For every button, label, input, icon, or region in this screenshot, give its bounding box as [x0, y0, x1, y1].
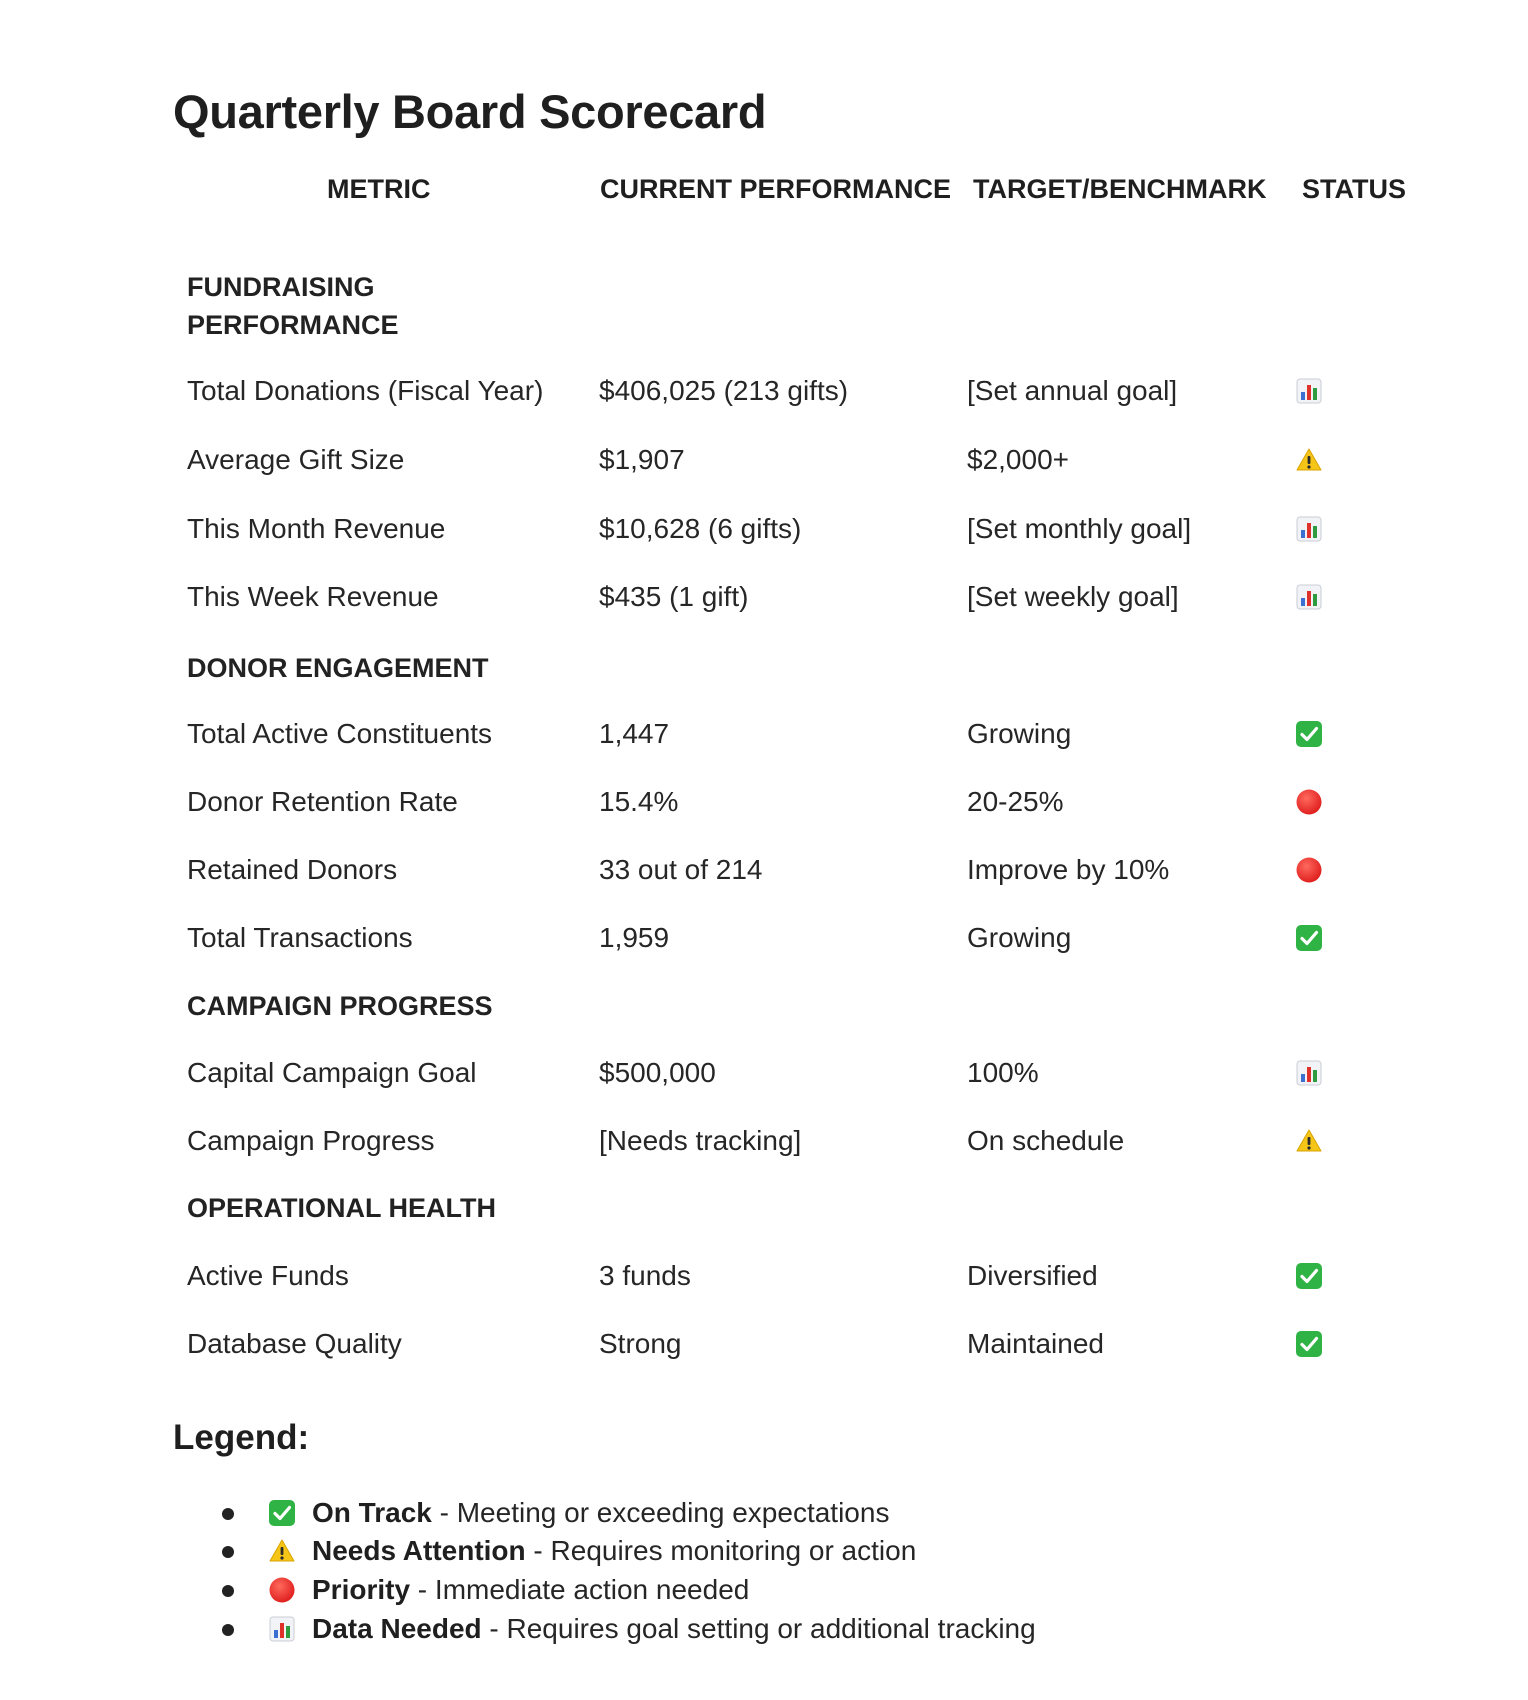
current-performance-cell: [Needs tracking]	[599, 1125, 802, 1156]
table-row	[0, 371, 1528, 411]
bullet-icon	[222, 1508, 234, 1520]
current-performance-cell: 3 funds	[599, 1260, 691, 1291]
current-performance-cell: Strong	[599, 1328, 682, 1359]
check-icon	[1295, 924, 1323, 952]
table-row	[0, 1053, 1528, 1093]
legend-item	[0, 1610, 1528, 1648]
target-cell: Improve by 10%	[967, 854, 1170, 885]
column-header-target-benchmark: TARGET/BENCHMARK	[973, 174, 1267, 204]
red-circle-icon	[1295, 856, 1323, 884]
check-icon	[1295, 1330, 1323, 1358]
target-cell: [Set weekly goal]	[967, 581, 1179, 612]
metric-cell: Total Donations (Fiscal Year)	[187, 375, 544, 406]
check-icon	[1295, 1262, 1323, 1290]
current-performance-cell: $1,907	[599, 444, 685, 475]
bullet-icon	[222, 1585, 234, 1597]
table-row	[0, 577, 1528, 617]
current-performance-cell: 1,447	[599, 718, 670, 749]
legend-label: Needs Attention	[312, 1535, 526, 1566]
target-cell: 20-25%	[967, 786, 1064, 817]
target-cell: Diversified	[967, 1260, 1098, 1291]
metric-cell: Database Quality	[187, 1328, 402, 1359]
legend-title: Legend:	[173, 1418, 310, 1457]
metric-cell: Total Transactions	[187, 922, 413, 953]
current-performance-cell: $500,000	[599, 1057, 716, 1088]
legend-label: On Track	[312, 1497, 432, 1528]
current-performance-cell: 1,959	[599, 922, 670, 953]
section-heading-fundraising	[187, 268, 399, 344]
table-row	[0, 782, 1528, 822]
legend-description: - Requires goal setting or additional tracking	[481, 1613, 1036, 1644]
target-cell: Growing	[967, 922, 1072, 953]
legend-description: - Meeting or exceeding expectations	[431, 1497, 890, 1528]
metric-cell: Total Active Constituents	[187, 718, 493, 749]
table-row	[0, 850, 1528, 890]
bullet-icon	[222, 1546, 234, 1558]
legend-item	[0, 1494, 1528, 1532]
table-row	[0, 714, 1528, 754]
metric-cell: This Month Revenue	[187, 513, 446, 544]
legend-text	[312, 1610, 1036, 1648]
target-cell: [Set monthly goal]	[967, 513, 1192, 544]
page-title: Quarterly Board Scorecard	[173, 85, 767, 138]
red-circle-icon	[1295, 788, 1323, 816]
legend-text	[312, 1532, 916, 1570]
table-row	[0, 1121, 1528, 1161]
table-row	[0, 918, 1528, 958]
table-row	[0, 1324, 1528, 1364]
current-performance-cell: 15.4%	[599, 786, 679, 817]
section-heading-line: PERFORMANCE	[187, 310, 399, 340]
column-header-metric: METRIC	[327, 174, 431, 204]
table-row	[0, 440, 1528, 480]
warning-icon	[1295, 446, 1323, 474]
chart-icon	[1295, 583, 1323, 611]
section-heading-line: FUNDRAISING	[187, 272, 375, 302]
metric-cell: Average Gift Size	[187, 444, 405, 475]
current-performance-cell: $435 (1 gift)	[599, 581, 749, 612]
section-heading-operational: OPERATIONAL HEALTH	[187, 1193, 496, 1223]
legend-description: - Requires monitoring or action	[525, 1535, 917, 1566]
metric-cell: This Week Revenue	[187, 581, 439, 612]
metric-cell: Capital Campaign Goal	[187, 1057, 477, 1088]
column-header-current-performance: CURRENT PERFORMANCE	[600, 174, 951, 204]
target-cell: Maintained	[967, 1328, 1104, 1359]
target-cell: $2,000+	[967, 444, 1069, 475]
table-row	[0, 509, 1528, 549]
warning-icon	[1295, 1127, 1323, 1155]
section-heading-engagement: DONOR ENGAGEMENT	[187, 653, 489, 683]
chart-icon	[268, 1615, 296, 1643]
column-header-status: STATUS	[1302, 174, 1406, 204]
legend-item	[0, 1532, 1528, 1570]
target-cell: 100%	[967, 1057, 1039, 1088]
metric-cell: Active Funds	[187, 1260, 349, 1291]
current-performance-cell: $406,025 (213 gifts)	[599, 375, 849, 406]
legend-label: Data Needed	[312, 1613, 482, 1644]
check-icon	[268, 1499, 296, 1527]
target-cell: Growing	[967, 718, 1072, 749]
chart-icon	[1295, 515, 1323, 543]
warning-icon	[268, 1537, 296, 1565]
chart-icon	[1295, 1059, 1323, 1087]
legend-label: Priority	[312, 1574, 411, 1605]
target-cell: On schedule	[967, 1125, 1125, 1156]
red-circle-icon	[268, 1576, 296, 1604]
check-icon	[1295, 720, 1323, 748]
chart-icon	[1295, 377, 1323, 405]
metric-cell: Donor Retention Rate	[187, 786, 458, 817]
metric-cell: Campaign Progress	[187, 1125, 435, 1156]
legend-text	[312, 1571, 749, 1609]
section-heading-campaign: CAMPAIGN PROGRESS	[187, 991, 493, 1021]
bullet-icon	[222, 1624, 234, 1636]
table-row	[0, 1256, 1528, 1296]
current-performance-cell: $10,628 (6 gifts)	[599, 513, 802, 544]
legend-text	[312, 1494, 889, 1532]
current-performance-cell: 33 out of 214	[599, 854, 763, 885]
target-cell: [Set annual goal]	[967, 375, 1178, 406]
legend-description: - Immediate action needed	[410, 1574, 750, 1605]
legend-item	[0, 1571, 1528, 1609]
metric-cell: Retained Donors	[187, 854, 398, 885]
